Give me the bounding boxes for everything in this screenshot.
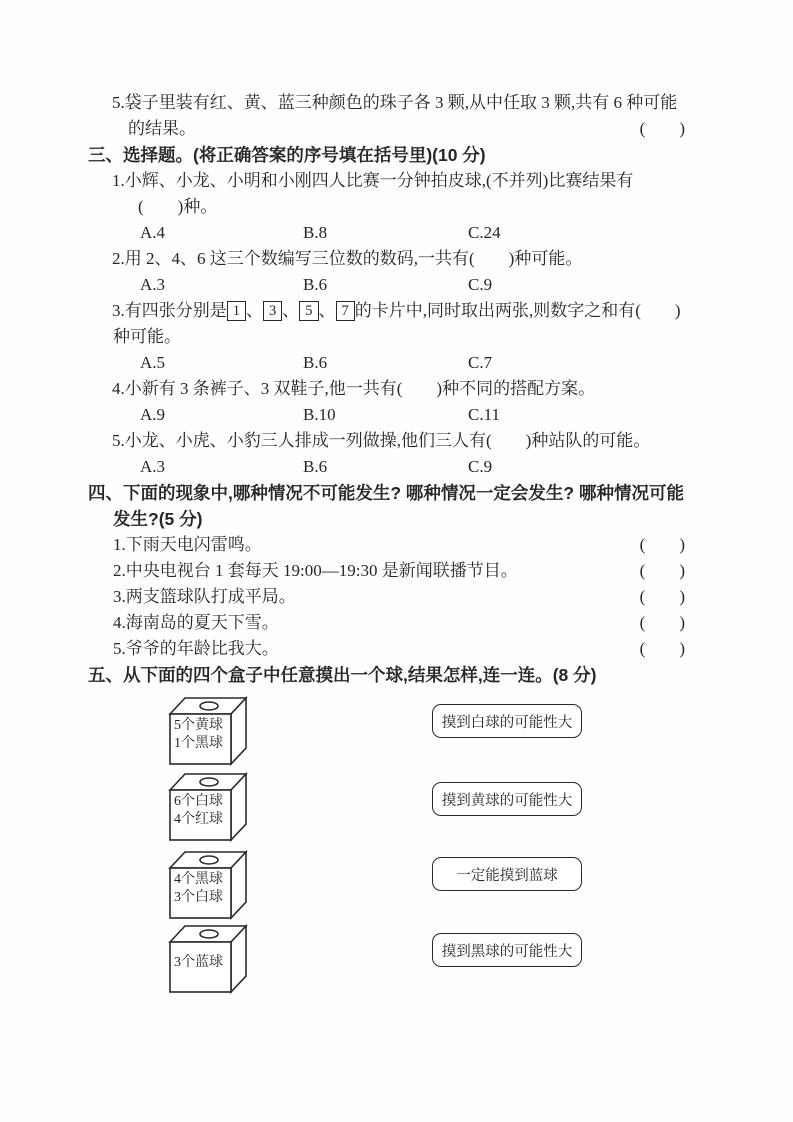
answer-bracket[interactable]: ( ) xyxy=(639,587,685,606)
question-text: 的卡片中,同时取出两张,则数字之和有( ) xyxy=(354,301,681,320)
ball-box-2[interactable] xyxy=(168,772,248,842)
q2-line1: 2.用 2、4、6 这三个数编写三位数的数码,一共有( )种可能。 xyxy=(112,249,583,268)
option-c[interactable]: C.7 xyxy=(468,353,493,372)
option-b[interactable]: B.6 xyxy=(303,275,328,294)
q5-line1: 5.小龙、小虎、小豹三人排成一列做操,他们三人有( )种站队的可能。 xyxy=(112,431,651,450)
s4-item-5 xyxy=(0,636,793,662)
section3-heading: 三、选择题。(将正确答案的序号填在括号里)(10 分) xyxy=(88,145,486,165)
result-label-3[interactable]: 一定能摸到蓝球 xyxy=(432,857,582,891)
answer-bracket[interactable]: ( ) xyxy=(639,639,685,658)
option-c[interactable]: C.9 xyxy=(468,457,493,476)
question-text: 3.有四张分别是 xyxy=(112,301,227,320)
section4-heading-line2: 发生?(5 分) xyxy=(113,509,203,529)
q5-options xyxy=(0,454,793,480)
box-line: 5个黄球 xyxy=(174,718,223,733)
worksheet-content xyxy=(0,90,793,1020)
q1-options xyxy=(0,220,793,246)
q3-options xyxy=(0,350,793,376)
q2-options xyxy=(0,272,793,298)
ball-box-3[interactable] xyxy=(168,850,248,920)
box-line: 6个白球 xyxy=(174,794,223,809)
box-line: 3个白球 xyxy=(174,889,223,905)
option-c[interactable]: C.24 xyxy=(468,223,501,242)
box-line: 3个蓝球 xyxy=(174,955,223,970)
option-a[interactable]: A.3 xyxy=(140,275,166,294)
statement-text: 1.下雨天电闪雷鸣。 xyxy=(113,535,262,554)
option-a[interactable]: A.3 xyxy=(140,457,166,476)
answer-bracket[interactable]: ( ) xyxy=(639,561,685,580)
prev-item5-line1 xyxy=(0,90,793,116)
number-card: 3 xyxy=(263,301,282,321)
result-label-4[interactable]: 摸到黑球的可能性大 xyxy=(432,933,582,967)
answer-bracket[interactable]: ( ) xyxy=(639,535,685,554)
card-separator: 、 xyxy=(282,301,300,320)
answer-bracket[interactable]: ( ) xyxy=(639,119,685,138)
box-contents xyxy=(174,793,230,828)
question-text: 5.袋子里装有红、黄、蓝三种颜色的珠子各 3 颗,从中任取 3 颗,共有 6 种可能 xyxy=(112,93,678,112)
box-line: 1个黑球 xyxy=(174,735,223,751)
card-separator: 、 xyxy=(246,301,263,320)
option-b[interactable]: B.6 xyxy=(303,353,328,372)
statement-text: 4.海南岛的夏天下雪。 xyxy=(113,613,279,632)
number-card: 7 xyxy=(336,301,355,321)
q4-line1: 4.小新有 3 条裤子、3 双鞋子,他一共有( )种不同的搭配方案。 xyxy=(112,379,596,398)
q1-line1: 1.小辉、小龙、小明和小刚四人比赛一分钟拍皮球,(不并列)比赛结果有 xyxy=(112,171,634,190)
ball-box-1[interactable] xyxy=(168,696,248,766)
q3-line1 xyxy=(0,298,793,324)
section5-heading: 五、从下面的四个盒子中任意摸出一个球,结果怎样,连一连。(8 分) xyxy=(88,665,597,685)
section4-heading-line1: 四、下面的现象中,哪种情况不可能发生? 哪种情况一定会发生? 哪种情况可能 xyxy=(88,483,684,503)
option-c[interactable]: C.11 xyxy=(468,405,500,424)
ball-box-4[interactable] xyxy=(168,924,248,994)
box-contents xyxy=(174,717,230,752)
result-label-1[interactable]: 摸到白球的可能性大 xyxy=(432,704,582,738)
option-a[interactable]: A.9 xyxy=(140,405,166,424)
s4-item-4 xyxy=(0,610,793,636)
card-separator: 、 xyxy=(318,301,336,320)
statement-text: 2.中央电视台 1 套每天 19:00—19:30 是新闻联播节目。 xyxy=(113,561,518,580)
option-b[interactable]: B.6 xyxy=(303,457,328,476)
s4-item-1 xyxy=(0,532,793,558)
box-line: 4个黑球 xyxy=(174,872,223,887)
s4-item-2 xyxy=(0,558,793,584)
option-c[interactable]: C.9 xyxy=(468,275,493,294)
answer-bracket[interactable]: ( ) xyxy=(639,613,685,632)
number-card: 5 xyxy=(299,301,318,321)
q3-line2: 种可能。 xyxy=(113,327,181,346)
q4-options xyxy=(0,402,793,428)
box-contents xyxy=(174,954,230,972)
option-b[interactable]: B.10 xyxy=(303,405,336,424)
s4-item-3 xyxy=(0,584,793,610)
q1-line2: ( )种。 xyxy=(138,197,218,216)
option-a[interactable]: A.4 xyxy=(140,223,166,242)
option-b[interactable]: B.8 xyxy=(303,223,328,242)
matching-area xyxy=(0,690,793,1020)
question-text: 的结果。 xyxy=(128,119,196,138)
statement-text: 5.爷爷的年龄比我大。 xyxy=(113,639,279,658)
option-a[interactable]: A.5 xyxy=(140,353,166,372)
number-card: 1 xyxy=(227,301,246,321)
statement-text: 3.两支篮球队打成平局。 xyxy=(113,587,296,606)
result-label-2[interactable]: 摸到黄球的可能性大 xyxy=(432,782,582,816)
prev-item5-line2 xyxy=(0,116,793,142)
box-contents xyxy=(174,871,230,906)
box-line: 4个红球 xyxy=(174,811,223,827)
